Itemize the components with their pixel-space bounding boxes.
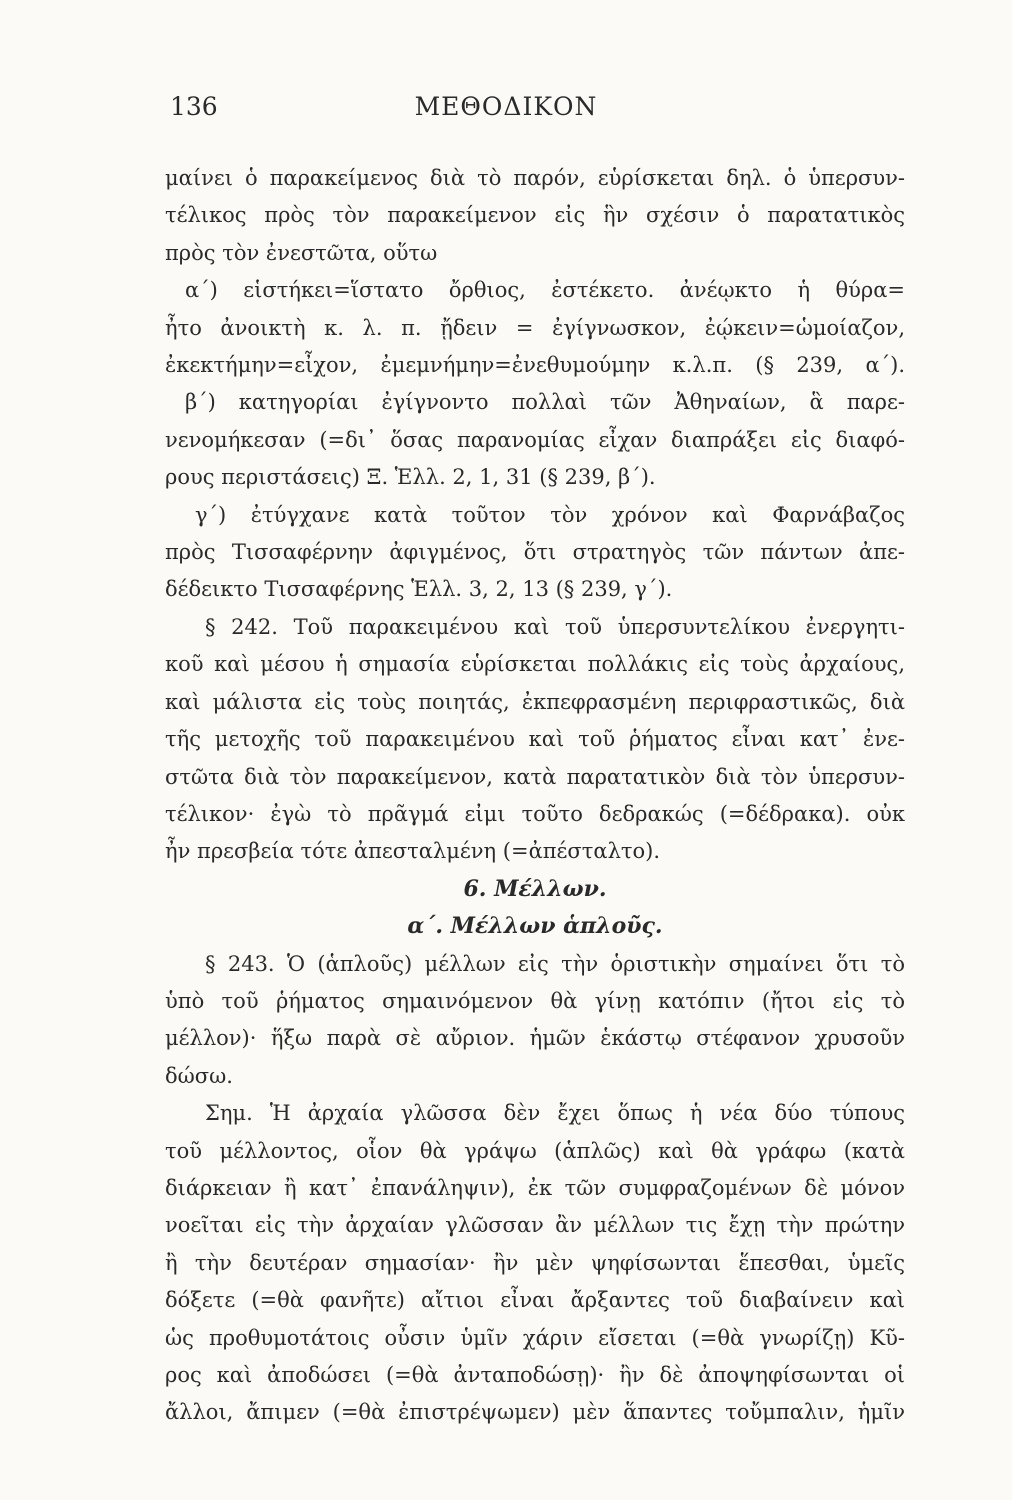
text-line: ἦτο ἀνοικτὴ κ. λ. π. ᾔδειν = ἐγίγνωσκον, ἐῴκειν=ὡμοίαζον, [165, 315, 905, 340]
text-line: πρὸς τὸν ἐνεστῶτα, οὕτω [165, 240, 438, 265]
text-line: διάρκειαν ἢ κατ᾽ ἐπανάληψιν), ἐκ τῶν συμφραζομένων δὲ μόνον [165, 1175, 905, 1200]
text-line: δέδεικτο Τισσαφέρνης Ἑλλ. 3, 2, 13 (§ 239, γ΄). [165, 577, 673, 602]
text-line: ἄλλοι, ἄπιμεν (=θὰ ἐπιστρέψωμεν) μὲν ἅπαντες τοὔμπαλιν, ἡμῖν [165, 1400, 905, 1425]
text-line: α΄) εἱστήκει=ἵστατο ὄρθιος, ἐστέκετο. ἀνέῳκτο ἡ θύρα= [185, 278, 905, 303]
section-heading: 6. Μέλλων. [463, 875, 607, 902]
text-line: τῆς μετοχῆς τοῦ παρακειμένου καὶ τοῦ ῥήματος εἶναι κατ᾽ ἐνε- [165, 727, 905, 752]
text-line: μαίνει ὁ παρακείμενος διὰ τὸ παρόν, εὑρίσκεται δηλ. ὁ ὑπερσυν- [165, 166, 905, 190]
text-line: ρους περιστάσεις) Ξ. Ἑλλ. 2, 1, 31 (§ 239, β΄). [165, 465, 656, 490]
page-number: 136 [170, 92, 218, 121]
text-line: ἢ τὴν δευτέραν σημασίαν· ἢν μὲν ψηφίσωνται ἕπεσθαι, ὑμεῖς [165, 1250, 905, 1275]
text-line: πρὸς Τισσαφέρνην ἀφιγμένος, ὅτι στρατηγὸς τῶν πάντων ἀπε- [165, 540, 905, 565]
text-line: ὡς προθυμοτάτοις οὖσιν ὑμῖν χάριν εἴσεται (=θὰ γνωρίζῃ) Κῦ- [165, 1325, 905, 1350]
text-line: τέλικος πρὸς τὸν παρακείμενον εἰς ἣν σχέσιν ὁ παρατατικὸς [165, 203, 905, 228]
text-line: δόξετε (=θὰ φανῆτε) αἴτιοι εἶναι ἄρξαντες τοῦ διαβαίνειν καὶ [165, 1288, 905, 1313]
text-line: νοεῖται εἰς τὴν ἀρχαίαν γλῶσσαν ἂν μέλλων τις ἔχῃ τὴν πρώτην [165, 1213, 905, 1238]
text-line: μέλλον)· ἥξω παρὰ σὲ αὔριον. ἡμῶν ἑκάστῳ στέφανον χρυσοῦν [165, 1026, 905, 1051]
text-line: καὶ μάλιστα εἰς τοὺς ποιητάς, ἐκπεφρασμένη περιφραστικῶς, διὰ [165, 689, 905, 714]
subsection-heading: α΄. Μέλλων ἁπλοῦς. [407, 913, 663, 940]
text-line: γ΄) ἐτύγχανε κατὰ τοῦτον τὸν χρόνον καὶ Φαρνάβαζος [195, 502, 905, 527]
text-line: ρος καὶ ἀποδώσει (=θὰ ἀνταποδώσῃ)· ἢν δὲ ἀποψηφίσωνται οἱ [165, 1363, 905, 1387]
text-line: νενομήκεσαν (=δι᾽ ὅσας παρανομίας εἶχαν διαπράξει εἰς διαφό- [165, 427, 905, 452]
text-line: § 243. Ὁ (ἁπλοῦς) μέλλων εἰς τὴν ὁριστικὴν σημαίνει ὅτι τὸ [205, 951, 905, 976]
text-line: τέλικον· ἐγὼ τὸ πρᾶγμά εἰμι τοῦτο δεδρακώς (=δέδρακα). οὐκ [165, 801, 905, 826]
text-line: ὑπὸ τοῦ ῥήματος σημαινόμενον θὰ γίνῃ κατόπιν (ἤτοι εἰς τὸ [165, 988, 905, 1013]
running-title: ΜΕΘΟΔΙΚΟΝ [414, 92, 598, 121]
text-line: δώσω. [165, 1063, 233, 1088]
text-line: κοῦ καὶ μέσου ἡ σημασία εὑρίσκεται πολλάκις εἰς τοὺς ἀρχαίους, [165, 652, 905, 677]
text-line: ἐκεκτήμην=εἶχον, ἐμεμνήμην=ἐνεθυμούμην κ.λ.π. (§ 239, α΄). [165, 353, 905, 378]
text-line: β΄) κατηγορίαι ἐγίγνοντο πολλαὶ τῶν Ἀθηναίων, ἃ παρε- [185, 390, 905, 415]
page-header [0, 92, 1012, 132]
text-line: Σημ. Ἡ ἀρχαία γλῶσσα δὲν ἔχει ὅπως ἡ νέα δύο τύπους [205, 1101, 905, 1126]
text-line: ἦν πρεσβεία τότε ἀπεσταλμένη (=ἀπέσταλτο). [165, 839, 661, 864]
text-line: τοῦ μέλλοντος, οἷον θὰ γράψω (ἁπλῶς) καὶ θὰ γράφω (κατὰ [165, 1138, 905, 1163]
text-line: στῶτα διὰ τὸν παρακείμενον, κατὰ παρατατικὸν διὰ τὸν ὑπερσυν- [165, 764, 905, 789]
body-text [165, 160, 905, 1432]
text-line: § 242. Τοῦ παρακειμένου καὶ τοῦ ὑπερσυντελίκου ἐνεργητι- [205, 614, 905, 639]
